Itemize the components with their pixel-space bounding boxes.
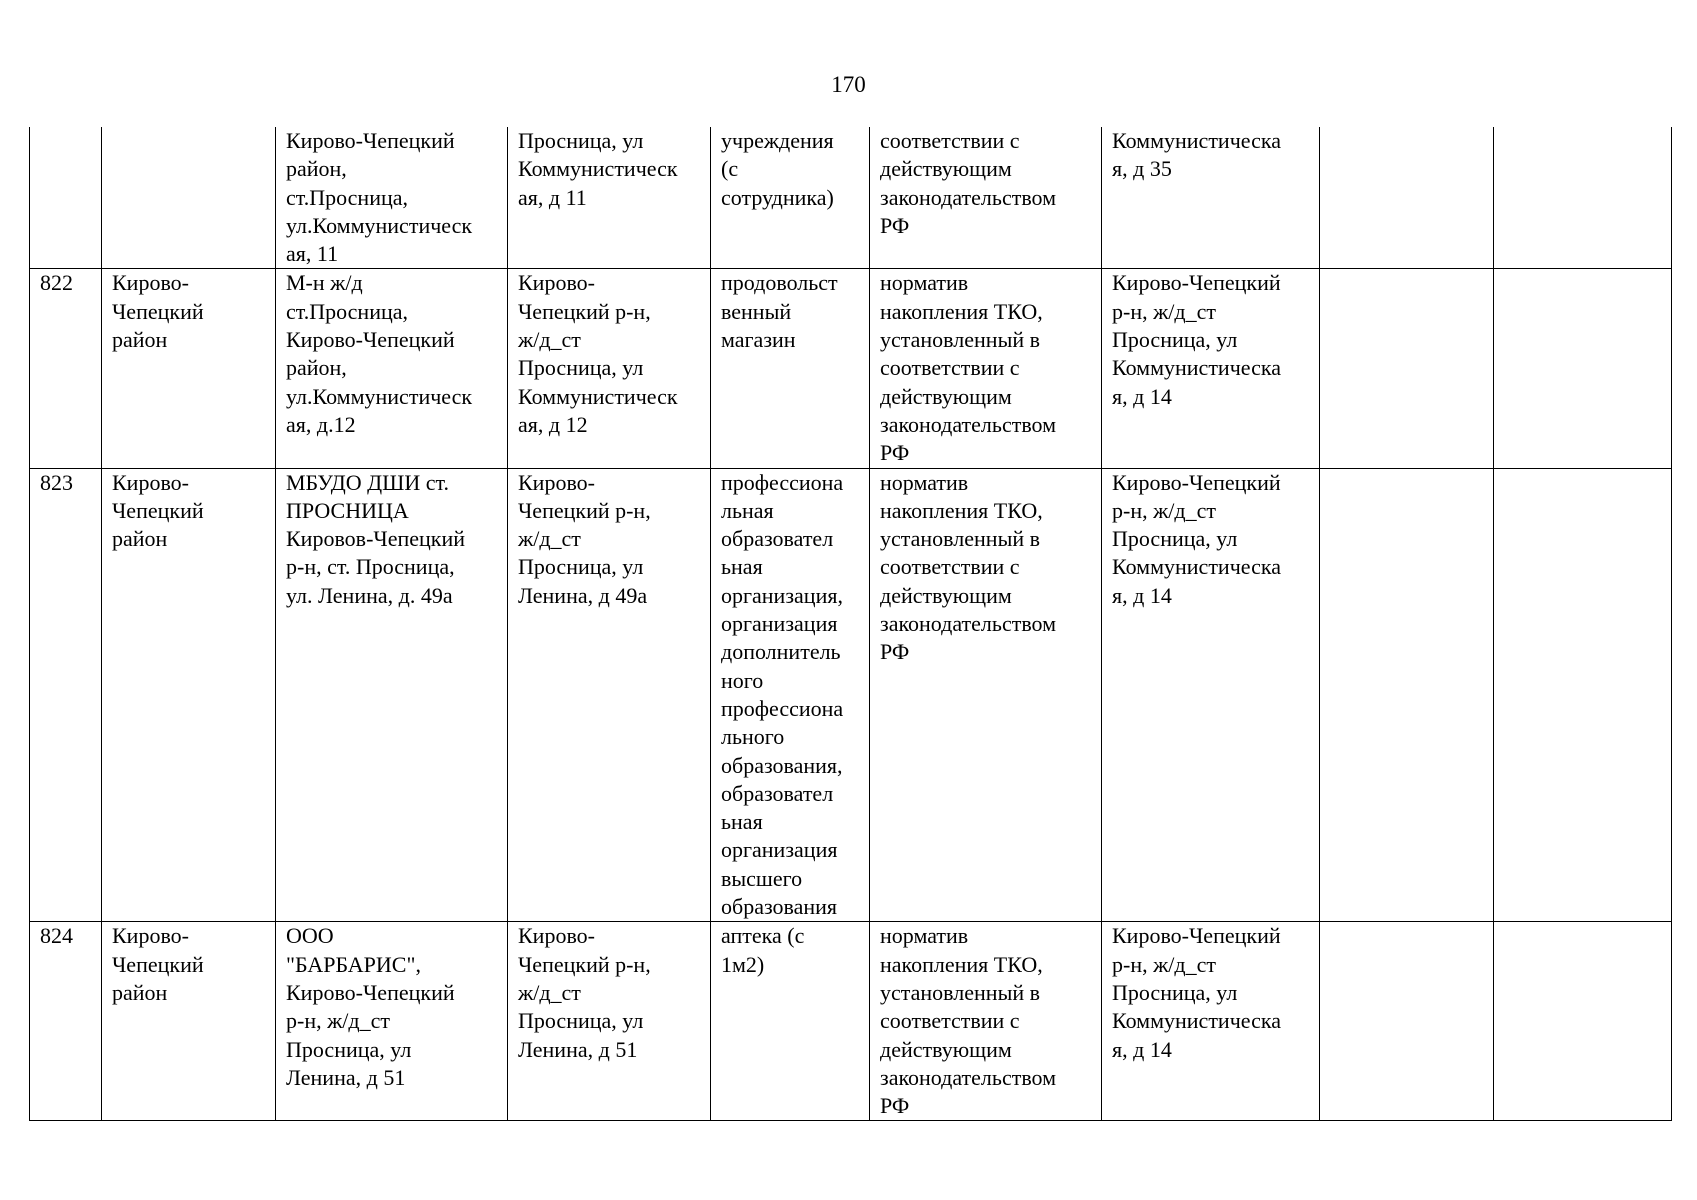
cell-source-name: ООО "БАРБАРИС", Кирово-Чепецкий р-н, ж/д_ст Просница, ул Ленина, д 51 bbox=[276, 922, 508, 1121]
cell-category: профессиона льная образовател ьная организация, организация дополнитель ного профессиона льного образования, образовател ьная организация высшего образования bbox=[711, 468, 870, 922]
cell-source-name: Кирово-Чепецкий район, ст.Просница, ул.Коммунистическ ая, 11 bbox=[276, 127, 508, 269]
cell-address: Кирово- Чепецкий р-н, ж/д_ст Просница, ул Ленина, д 49а bbox=[508, 468, 711, 922]
cell-number: 822 bbox=[30, 269, 102, 468]
table-row bbox=[30, 922, 1672, 1121]
cell-address: Просница, ул Коммунистическ ая, д 11 bbox=[508, 127, 711, 269]
cell-empty bbox=[1494, 468, 1672, 922]
cell-category: продовольст венный магазин bbox=[711, 269, 870, 468]
cell-district: Кирово- Чепецкий район bbox=[102, 269, 276, 468]
cell-norm: норматив накопления ТКО, установленный в соответствии с действующим законодательством РФ bbox=[870, 269, 1102, 468]
cell-norm: соответствии с действующим законодательством РФ bbox=[870, 127, 1102, 269]
cell-empty bbox=[1320, 269, 1494, 468]
cell-collection-site: Кирово-Чепецкий р-н, ж/д_ст Просница, ул Коммунистическа я, д 14 bbox=[1102, 468, 1320, 922]
cell-address: Кирово- Чепецкий р-н, ж/д_ст Просница, ул Коммунистическ ая, д 12 bbox=[508, 269, 711, 468]
table-row bbox=[30, 127, 1672, 269]
registry-table bbox=[29, 127, 1672, 1121]
cell-collection-site: Кирово-Чепецкий р-н, ж/д_ст Просница, ул Коммунистическа я, д 14 bbox=[1102, 269, 1320, 468]
cell-empty bbox=[1320, 468, 1494, 922]
cell-number bbox=[30, 127, 102, 269]
cell-source-name: МБУДО ДШИ ст. ПРОСНИЦА Кировов-Чепецкий р-н, ст. Просница, ул. Ленина, д. 49а bbox=[276, 468, 508, 922]
cell-number: 824 bbox=[30, 922, 102, 1121]
table-row bbox=[30, 269, 1672, 468]
cell-category: учреждения (с сотрудника) bbox=[711, 127, 870, 269]
cell-district: Кирово- Чепецкий район bbox=[102, 468, 276, 922]
cell-address: Кирово- Чепецкий р-н, ж/д_ст Просница, ул Ленина, д 51 bbox=[508, 922, 711, 1121]
cell-empty bbox=[1494, 127, 1672, 269]
cell-empty bbox=[1320, 127, 1494, 269]
cell-norm: норматив накопления ТКО, установленный в соответствии с действующим законодательством РФ bbox=[870, 922, 1102, 1121]
cell-source-name: М-н ж/д ст.Просница, Кирово-Чепецкий район, ул.Коммунистическ ая, д.12 bbox=[276, 269, 508, 468]
cell-empty bbox=[1494, 269, 1672, 468]
cell-collection-site: Кирово-Чепецкий р-н, ж/д_ст Просница, ул Коммунистическа я, д 14 bbox=[1102, 922, 1320, 1121]
cell-category: аптека (с 1м2) bbox=[711, 922, 870, 1121]
cell-norm: норматив накопления ТКО, установленный в соответствии с действующим законодательством РФ bbox=[870, 468, 1102, 922]
page-number: 170 bbox=[831, 72, 866, 97]
cell-empty bbox=[1494, 922, 1672, 1121]
cell-district bbox=[102, 127, 276, 269]
cell-collection-site: Коммунистическа я, д 35 bbox=[1102, 127, 1320, 269]
cell-district: Кирово- Чепецкий район bbox=[102, 922, 276, 1121]
cell-number: 823 bbox=[30, 468, 102, 922]
cell-empty bbox=[1320, 922, 1494, 1121]
table-row bbox=[30, 468, 1672, 922]
